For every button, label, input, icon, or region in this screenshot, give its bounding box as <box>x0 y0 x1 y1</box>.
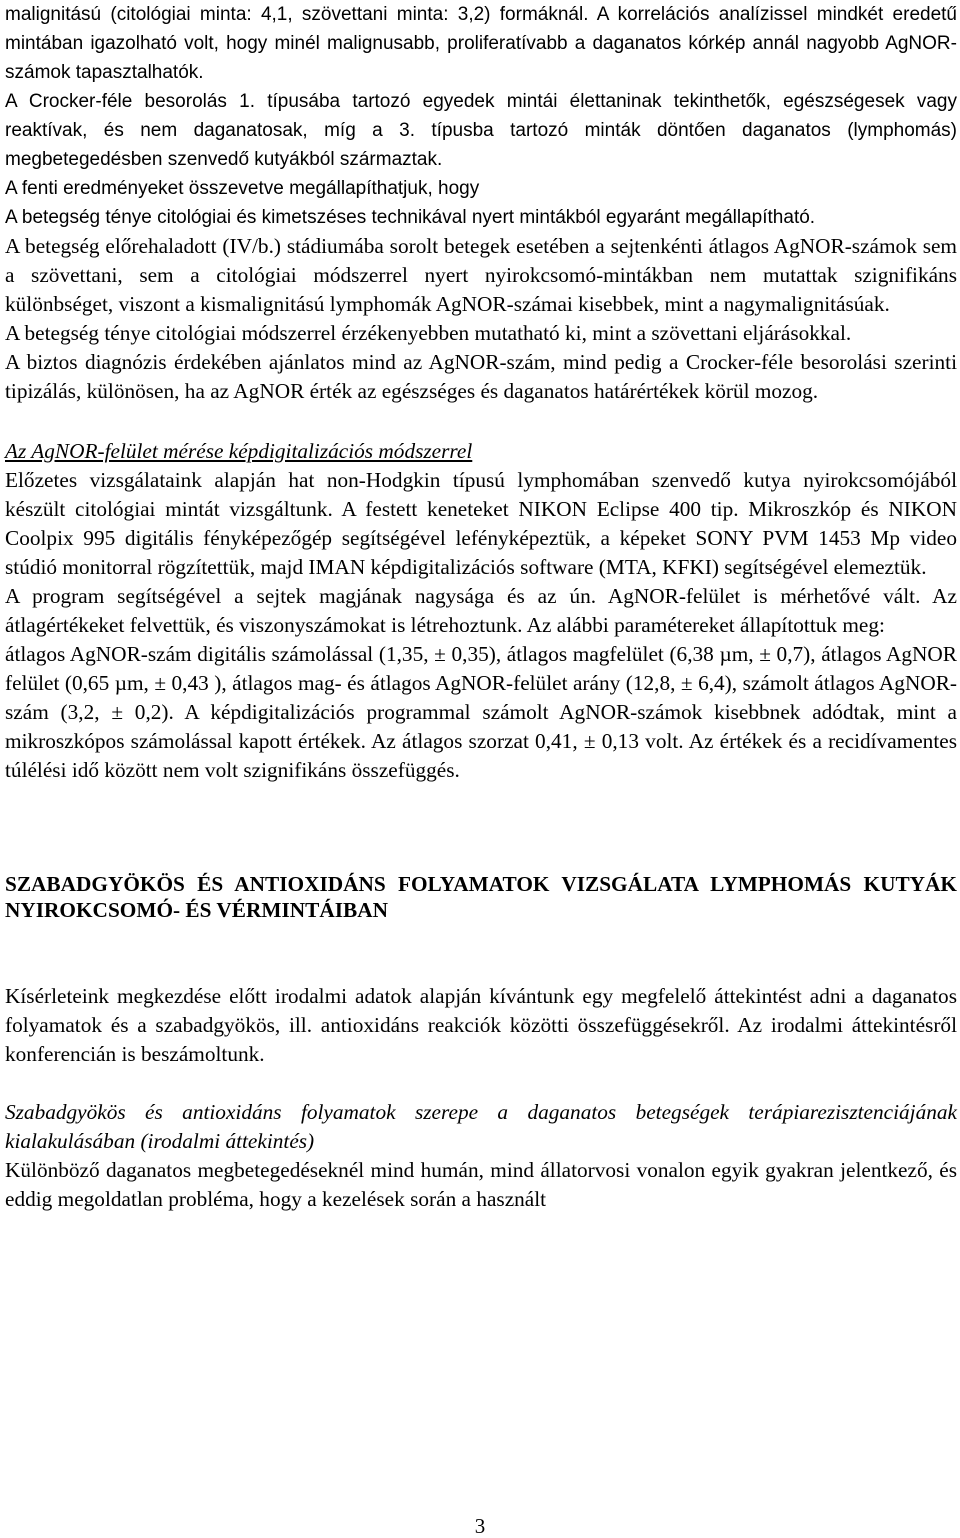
section-heading: Szabadgyökös és antioxidáns folyamatok szerepe a daganatos betegségek terápiarezisztenciájának kialakulásában (irodalmi áttekintés) <box>5 1100 957 1153</box>
paragraph: Különböző daganatos megbetegedéseknél mind humán, mind állatorvosi vonalon egyik gyakran jelentkező, és eddig megoldatlan probléma, hogy a kezelések során a használt <box>5 1158 957 1211</box>
section-image-digitalization <box>5 437 957 785</box>
section-crocker-results <box>5 0 957 203</box>
chapter-title: SZABADGYÖKÖS ÉS ANTIOXIDÁNS FOLYAMATOK VIZSGÁLATA LYMPHOMÁS KUTYÁK NYIROKCSOMÓ- ÉS VÉRMINTÁIBAN <box>5 872 957 922</box>
paragraph: átlagos AgNOR-szám digitális számolással (1,35, ± 0,35), átlagos magfelület (6,38 µm, ± 0,7), átlagos AgNOR felület (0,65 µm, ± 0,43 ), átlagos mag- és átlagos AgNOR-felület arány (12,8, ± 6,4), számolt átlagos AgNOR-szám (3,2, ± 0,2). A képdigitalizációs programmal számolt AgNOR-számok kisebbnek adódtak, mint a mikroszkópos számolással kapott értékek. Az átlagos szorzat 0,41, ± 0,13 volt. Az értékek és a recidívamentes túlélési idő között nem volt szignifikáns összefüggés. <box>5 642 957 782</box>
paragraph: A Crocker-féle besorolás 1. típusába tartozó egyedek mintái élettaninak tekinthetők, egészségesek vagy reaktívak, és nem daganatosak, míg a 3. típusba tartozó minták döntően daganatos (lymphomás) megbetegedésben szenvedő kutyákból származtak. <box>5 91 957 170</box>
paragraph: A betegség ténye citológiai és kimetszéses technikával nyert mintákból egyaránt megállapítható. <box>5 207 816 228</box>
paragraph: A biztos diagnózis érdekében ajánlatos mind az AgNOR-szám, mind pedig a Crocker-féle besorolási szerinti tipizálás, különösen, ha az AgNOR érték az egészséges és daganatos határértékek körül mozog. <box>5 350 957 403</box>
section-conclusions <box>5 203 957 406</box>
document-page <box>5 0 957 1214</box>
paragraph: Kísérleteink megkezdése előtt irodalmi adatok alapján kívántunk egy megfelelő áttekintést adni a daganatos folyamatok és a szabadgyökös, ill. antioxidáns reakciók közötti összefüggésekről. Az irodalmi áttekintésről konferencián is beszámoltunk. <box>5 984 957 1066</box>
paragraph: Előzetes vizsgálataink alapján hat non-Hodgkin típusú lymphomában szenvedő kutya nyirokcsomójából készült citológiai mintát vizsgáltunk. A festett keneteket NIKON Eclipse 400 tip. Mikroszkóp és NIKON Coolpix 995 digitális fényképezőgép segítségével lefényképeztük, a képeket SONY PVM 1453 Mp video stúdió monitorral rögzítettük, majd IMAN képdigitalizációs software (MTA, KFKI) segítségével elemeztük. <box>5 468 957 579</box>
paragraph: A program segítségével a sejtek magjának nagysága és az ún. AgNOR-felület is mérhetővé vált. Az átlagértékeket felvettük, és viszonyszámokat is létrehoztunk. Az alábbi paramétereket állapítottuk meg: <box>5 584 957 637</box>
paragraph: A fenti eredményeket összevetve megállapíthatjuk, hogy <box>5 178 480 199</box>
page-number: 3 <box>474 1514 486 1538</box>
chapter-free-radicals <box>5 871 957 1214</box>
paragraph: malignitású (citológiai minta: 4,1, szövettani minta: 3,2) formáknál. A korrelációs analízissel mindkét eredetű mintában igazolható volt, hogy minél malignusabb, proliferatívabb a daganatos kórkép annál nagyobb AgNOR-számok tapasztalhatók. <box>5 4 957 83</box>
section-heading: Az AgNOR-felület mérése képdigitalizációs módszerrel <box>5 439 473 463</box>
paragraph: A betegség előrehaladott (IV/b.) stádiumába sorolt betegek esetében a sejtenkénti átlagos AgNOR-számok sem a szövettani, sem a citológiai módszerrel nyert nyirokcsomó-mintákban nem mutattak szignifikáns különbséget, viszont a kismalignitású lymphomák AgNOR-számai kisebbek, mint a nagymalignitásúak. <box>5 234 957 316</box>
paragraph: A betegség ténye citológiai módszerrel érzékenyebben mutatható ki, mint a szövettani eljárásokkal. <box>5 321 852 345</box>
